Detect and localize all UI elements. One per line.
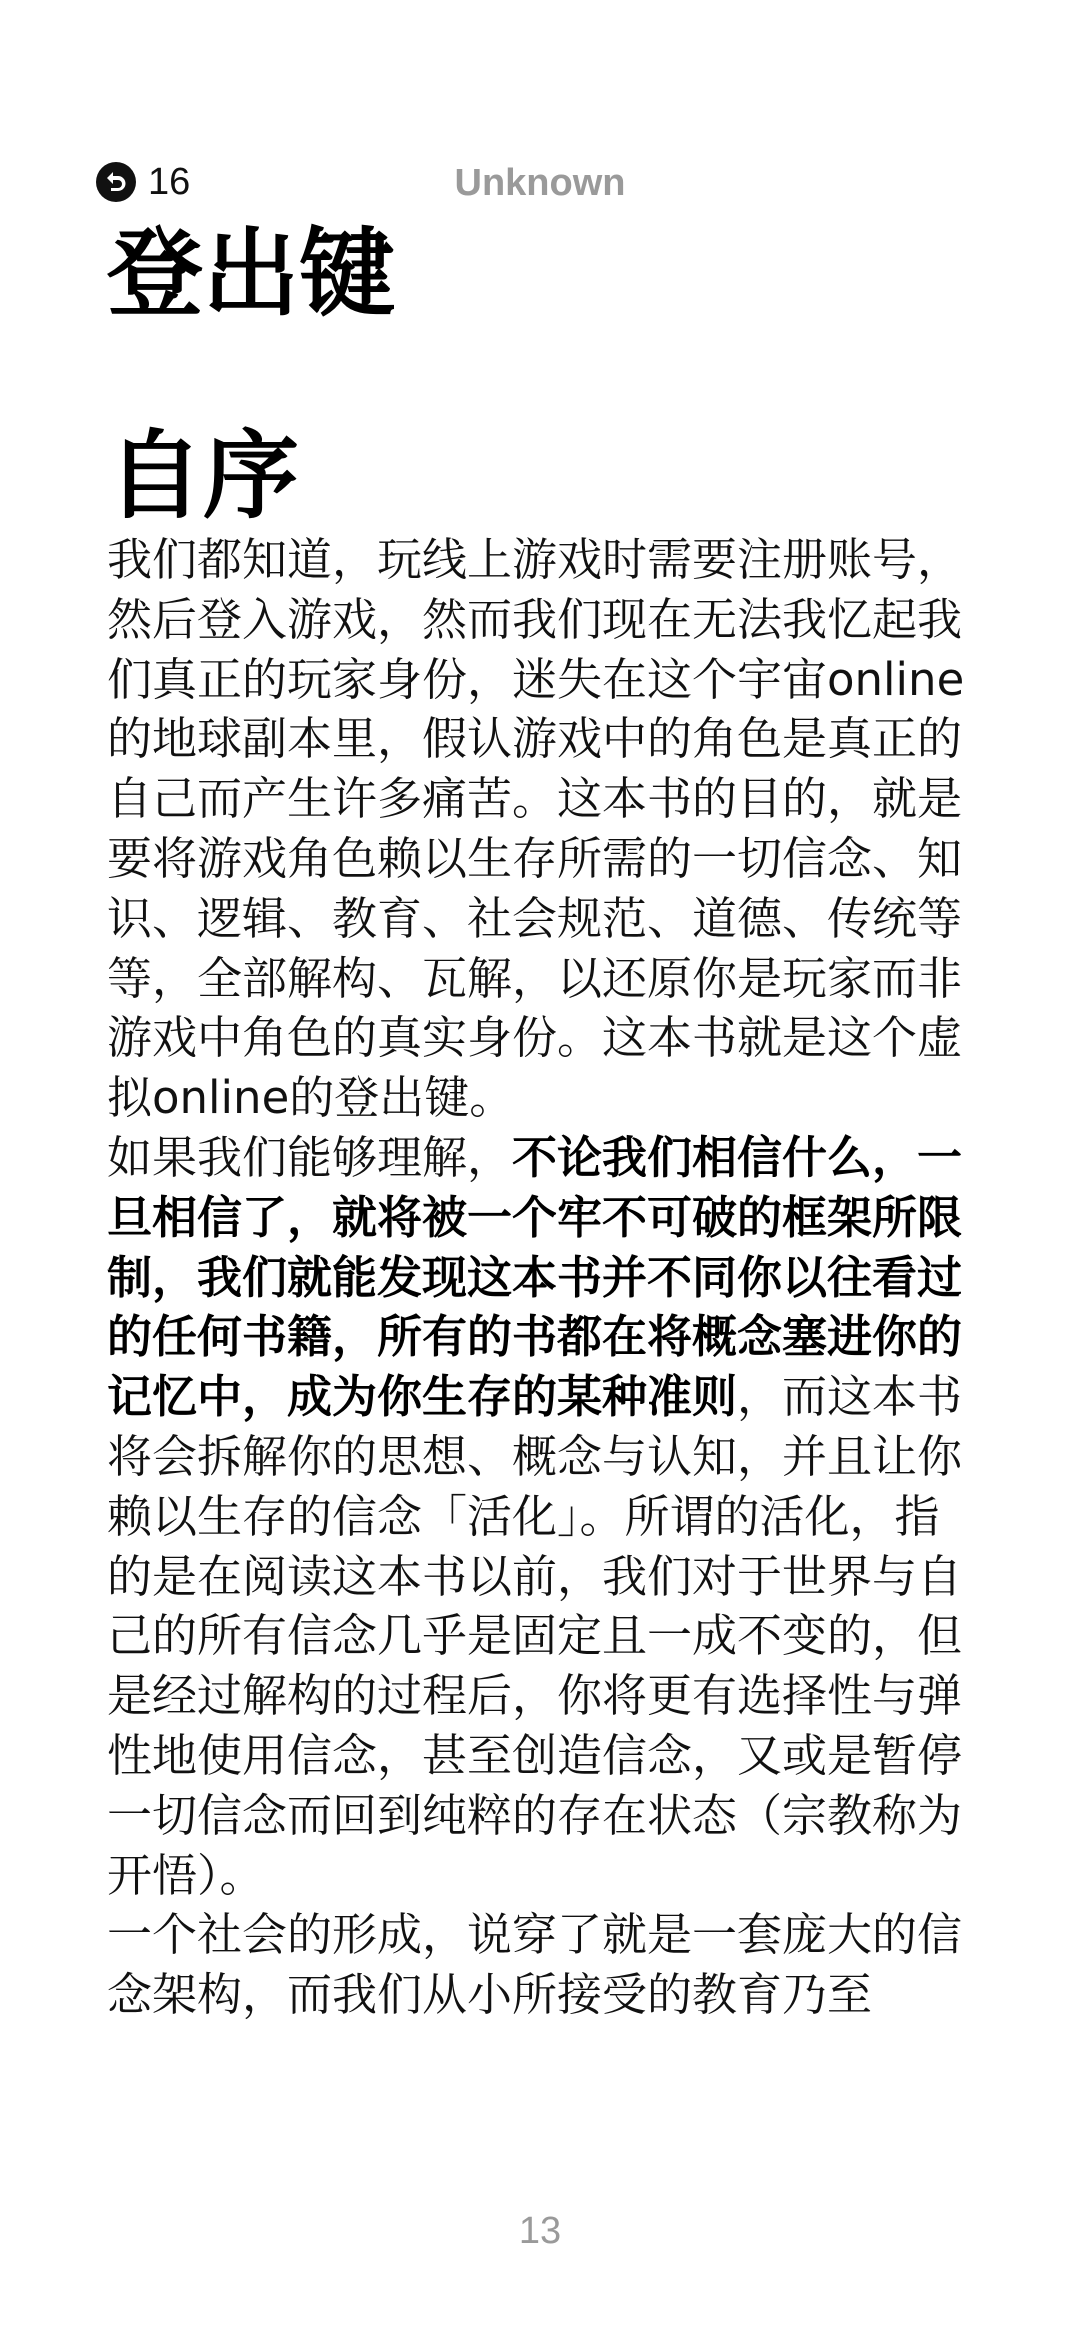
paragraph-2-end: ，而这本书将会拆解你的思想、概念与认知，并且让你赖以生存的信念「活化」。所谓的活化，指的是在阅读这本书以前，我们对于世界与自己的所有信念几乎是固定且一成不变的，但是经过解构的过程后，你将更有选择性与弹性地使用信念，甚至创造信念，又或是暂停一切信念而回到纯粹的存在状态（宗教称为开悟）。 — [107, 1370, 963, 1902]
book-title: Unknown — [454, 162, 626, 204]
section-title: 自序 — [107, 420, 299, 532]
paragraph-2-bold: 不论我们相信什么，一旦相信了，就将被一个牢不可破的框架所限制，我们就能发现这本书并不同你以往看过的任何书籍，所有的书都在将概念塞进你的记忆中，成为你生存的某种准则 — [107, 1130, 963, 1424]
paragraph-2 — [107, 1128, 977, 1905]
paragraph-3: 一个社会的形成，说穿了就是一套庞大的信念架构，而我们从小所接受的教育乃至 — [107, 1908, 963, 2022]
reading-content[interactable] — [107, 530, 977, 2025]
page-number: 13 — [518, 2210, 562, 2252]
paragraph-1: 我们都知道，玩线上游戏时需要注册账号，然后登入游戏，然而我们现在无法我忆起我们真正的玩家身份，迷失在这个宇宙online的地球副本里，假认游戏中的角色是真正的自己而产生许多痛苦。这本书的目的，就是要将游戏角色赖以生存所需的一切信念、知识、逻辑、教育、社会规范、道德、传统等等，全部解构、瓦解，以还原你是玩家而非游戏中角色的真实身份。这本书就是这个虚拟online的登出键。 — [107, 533, 965, 1125]
back-page-number: 16 — [148, 160, 191, 203]
reader-top-bar — [0, 152, 1080, 212]
chapter-title: 登出键 — [107, 218, 395, 330]
paragraph-2-start: 如果我们能够理解， — [107, 1130, 513, 1184]
